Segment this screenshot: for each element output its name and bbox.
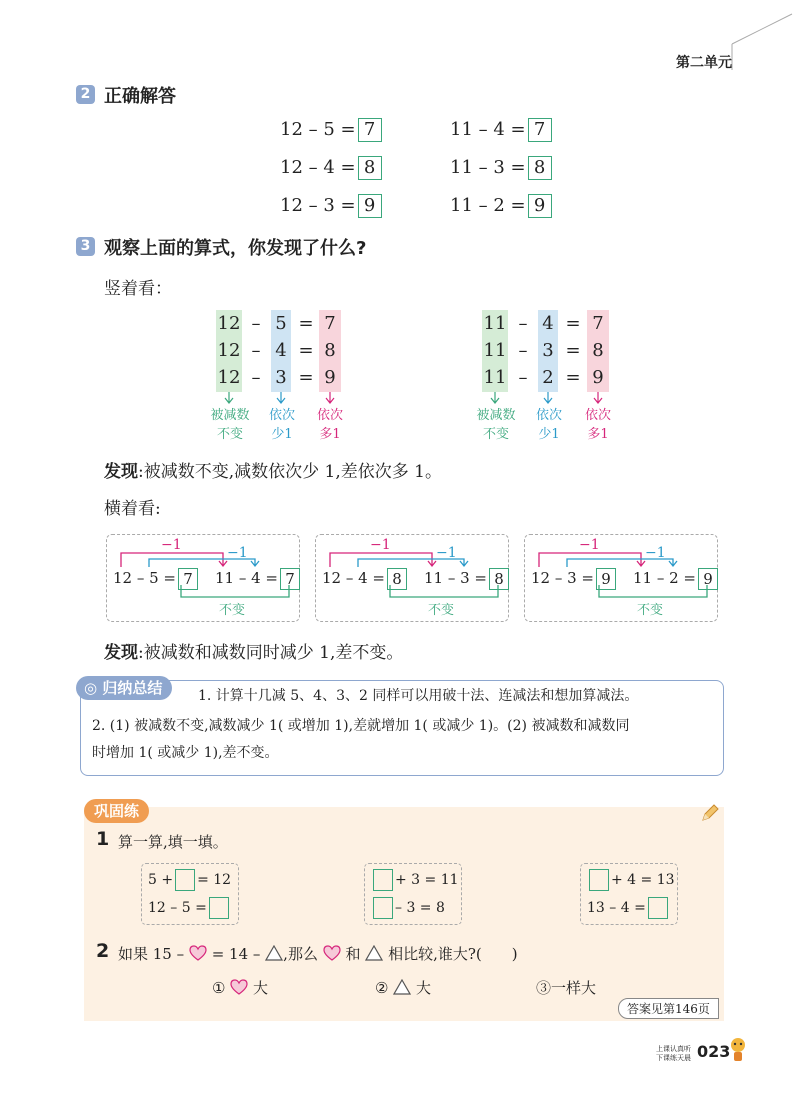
difference: 9 (324, 367, 336, 388)
question-1-number: 1 (96, 828, 110, 850)
equals-sign: = (565, 340, 581, 361)
page-number: 023 (697, 1042, 731, 1061)
subtrahend: 3 (542, 340, 554, 361)
equals-sign: = (565, 367, 581, 388)
option-2[interactable]: ② 大 (375, 979, 432, 997)
difference: 9 (592, 367, 604, 388)
blank-box[interactable] (373, 897, 393, 919)
note-minuend: 被减数 不变 (476, 408, 516, 442)
minuend: 12 (217, 340, 241, 361)
triangle-icon (365, 945, 383, 961)
answer-box: 9 (528, 194, 552, 218)
minuend: 12 (217, 313, 241, 334)
subtrahend: 5 (275, 313, 287, 334)
blank-box[interactable] (209, 897, 229, 919)
subtrahend: 4 (542, 313, 554, 334)
horizontal-compare-box (524, 534, 718, 622)
difference: 7 (592, 313, 604, 334)
answer-box: 8 (489, 568, 509, 590)
practice-box (580, 863, 678, 925)
equation: 12 – 4 = 8 (280, 156, 382, 180)
question-2-text: 如果 15 – = 14 – ,那么 和 相比较,谁大?( ) (118, 945, 518, 963)
heart-icon (323, 945, 341, 961)
difference: 7 (324, 313, 336, 334)
minuend: 11 (483, 367, 507, 388)
pencil-icon (700, 803, 720, 823)
answer-box: 7 (178, 568, 198, 590)
answer-box: 8 (528, 156, 552, 180)
note-difference: 依次 多1 (584, 408, 611, 442)
mascot-icon (728, 1036, 748, 1064)
question-1-text: 算一算,填一填。 (118, 833, 228, 851)
minus-sign: – (251, 367, 261, 388)
equals-sign: = (565, 313, 581, 334)
unchanged-label: 不变 (637, 603, 664, 618)
minus-sign: – (518, 313, 528, 334)
unchanged-label: 不变 (219, 603, 246, 618)
equation-right: 11 – 2 = 9 (633, 568, 718, 590)
note-minuend: 被减数 不变 (210, 408, 250, 442)
finding-1: 发现:被减数不变,减数依次少 1,差依次多 1。 (104, 462, 442, 482)
summary-line-2: 2. (1) 被减数不变,减数减少 1( 或增加 1),差就增加 1( 或减少 1)。(2) 被减数和减数同 (92, 718, 630, 734)
practice-box (364, 863, 462, 925)
answer-box: 8 (358, 156, 382, 180)
minuend: 11 (483, 340, 507, 361)
answer-box: 9 (596, 568, 616, 590)
heart-icon (189, 945, 207, 961)
question-2-number: 2 (96, 940, 110, 962)
minus-one-label: −1 (645, 545, 666, 561)
footer-slogan: 上课认真听 下课练天晨 (656, 1045, 691, 1062)
heart-icon (230, 979, 248, 995)
option-3[interactable]: ③一样大 (536, 979, 597, 997)
section-2-number: 2 (76, 85, 95, 104)
minus-one-label: −1 (370, 537, 391, 553)
finding-2: 发现:被减数和减数同时减少 1,差不变。 (104, 643, 404, 663)
option-1[interactable]: ① 大 (212, 979, 269, 997)
blank-box[interactable] (648, 897, 668, 919)
minus-one-label: −1 (579, 537, 600, 553)
section-3-number: 3 (76, 237, 95, 256)
equation-right: 11 – 3 = 8 (424, 568, 509, 590)
minus-sign: – (251, 340, 261, 361)
practice-equation: 13 – 4 = (587, 897, 670, 919)
triangle-icon (393, 979, 411, 995)
equation-left: 12 – 3 = 9 (531, 568, 616, 590)
answer-box: 7 (358, 118, 382, 142)
answer-box: 9 (358, 194, 382, 218)
equation-left: 12 – 5 = 7 (113, 568, 198, 590)
page-corner-decoration (720, 0, 800, 80)
equals-sign: = (298, 367, 314, 388)
practice-equation: 5 + = 12 (148, 869, 231, 891)
vertical-look-label: 竖着看： (104, 279, 172, 299)
minus-sign: – (251, 313, 261, 334)
note-subtrahend: 依次 少1 (268, 408, 295, 442)
blank-box[interactable] (175, 869, 195, 891)
answer-reference: 答案见第146页 (618, 998, 719, 1019)
minuend: 11 (483, 313, 507, 334)
difference: 8 (324, 340, 336, 361)
horizontal-compare-box (106, 534, 300, 622)
equation: 12 – 3 = 9 (280, 194, 382, 218)
equals-sign: = (298, 340, 314, 361)
practice-equation: + 3 = 11 (371, 869, 459, 891)
difference: 8 (592, 340, 604, 361)
summary-tag: ◎ 归纳总结 (76, 676, 172, 700)
practice-tag: 巩固练 (84, 799, 149, 823)
note-difference: 依次 多1 (316, 408, 343, 442)
minus-one-label: −1 (161, 537, 182, 553)
section-2-title: 正确解答 (104, 86, 176, 107)
minuend: 12 (217, 367, 241, 388)
equation: 11 – 4 = 7 (450, 118, 552, 142)
practice-equation: + 4 = 13 (587, 869, 675, 891)
minus-one-label: −1 (227, 545, 248, 561)
subtrahend: 3 (275, 367, 287, 388)
blank-box[interactable] (589, 869, 609, 891)
unit-label: 第二单元 (676, 55, 732, 71)
triangle-icon (265, 945, 283, 961)
minus-sign: – (518, 367, 528, 388)
summary-line-1: 1. 计算十几减 5、4、3、2 同样可以用破十法、连减法和想加算减法。 (198, 688, 639, 704)
note-subtrahend: 依次 少1 (535, 408, 562, 442)
minus-sign: – (518, 340, 528, 361)
practice-equation: 12 – 5 = (148, 897, 231, 919)
horizontal-compare-box (315, 534, 509, 622)
equation-left: 12 – 4 = 8 (322, 568, 407, 590)
answer-box: 7 (280, 568, 300, 590)
minus-one-label: −1 (436, 545, 457, 561)
subtrahend: 4 (275, 340, 287, 361)
subtrahend: 2 (542, 367, 554, 388)
answer-box: 8 (387, 568, 407, 590)
section-3-title: 观察上面的算式，你发现了什么? (104, 238, 367, 259)
horizontal-look-label: 横着看: (104, 499, 161, 519)
equation: 12 – 5 = 7 (280, 118, 382, 142)
blank-box[interactable] (373, 869, 393, 891)
practice-box (141, 863, 239, 925)
equals-sign: = (298, 313, 314, 334)
summary-tag-icon: ◎ (84, 679, 103, 697)
equation: 11 – 3 = 8 (450, 156, 552, 180)
equation: 11 – 2 = 9 (450, 194, 552, 218)
unchanged-label: 不变 (428, 603, 455, 618)
summary-line-3: 时增加 1( 或减少 1),差不变。 (92, 745, 279, 761)
answer-box: 9 (698, 568, 718, 590)
equation-right: 11 – 4 = 7 (215, 568, 300, 590)
answer-box: 7 (528, 118, 552, 142)
practice-equation: – 3 = 8 (371, 897, 445, 919)
